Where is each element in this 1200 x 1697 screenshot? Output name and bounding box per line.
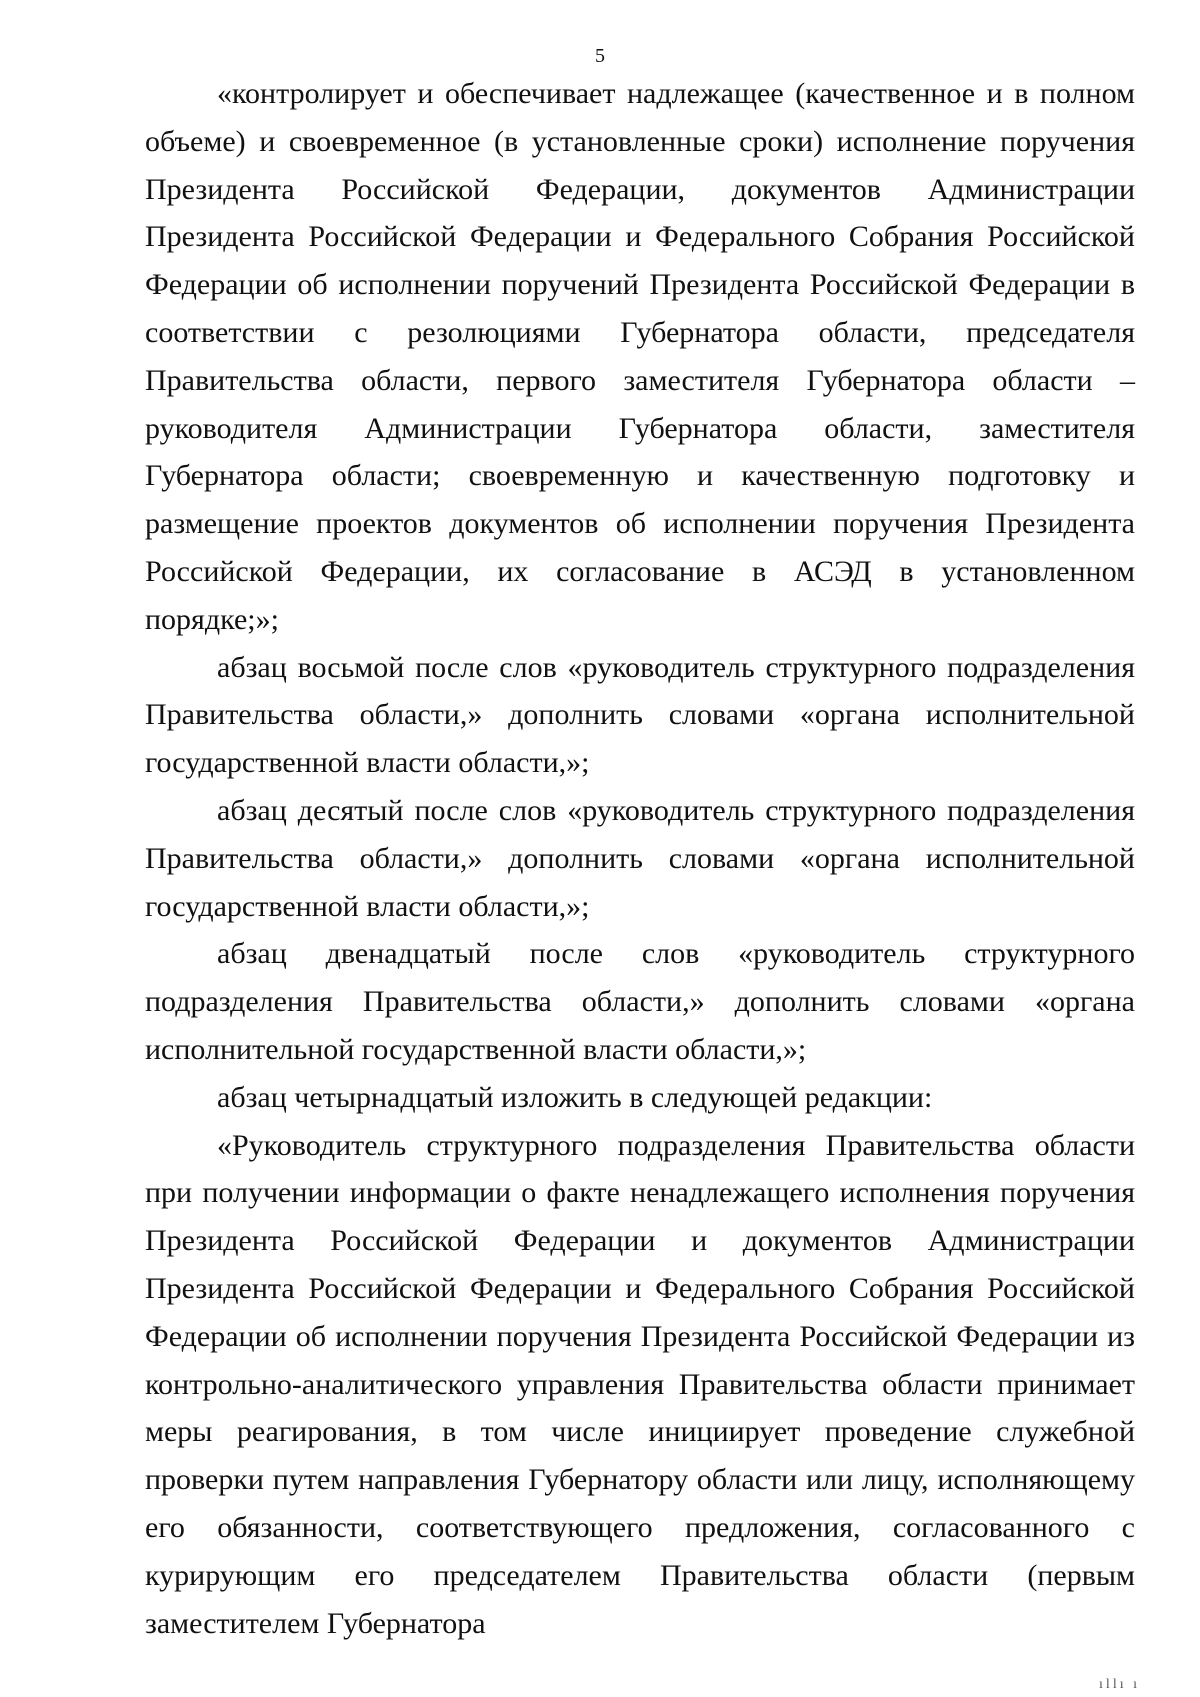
page-number: 5 bbox=[595, 45, 605, 67]
paragraph-amendment-fourteenth: абзац четырнадцатый изложить в следующей редакции: bbox=[217, 1080, 933, 1114]
paragraph-amendment-tenth: абзац десятый после слов «руководитель структурного подразделения Правительства области,» дополнить словами «органа исполнительной государственной власти области,»; bbox=[145, 793, 1135, 923]
scan-artifact: ıllı ı bbox=[1099, 1677, 1140, 1692]
paragraph-control-duties: «контролирует и обеспечивает надлежащее (качественное и в полном объеме) и своевременное (в установленные сроки) исполнение поручения Президента Российской Федерации, документов Администрации Президента Российской Федерации и Федерального Собрания Российской Федерации об исполнении поручений Президента Российской Федерации в соответствии с резолюциями Губернатора области, председателя Правительства области, первого заместителя Губернатора области – руководителя Администрации Губернатора области, заместителя Губернатора области; своевременную и качественную подготовку и размещение проектов документов об исполнении поручения Президента Российской Федерации, их согласование в АСЭД в установленном порядке;»; bbox=[145, 77, 1135, 636]
paragraph-new-wording: «Руководитель структурного подразделения Правительства области при получении информации о факте ненадлежащего исполнения поручения Президента Российской Федерации и документов Администрации Президента Российской Федерации и Федерального Собрания Российской Федерации об исполнении поручения Президента Российской Федерации из контрольно-аналитического управления Правительства области принимает меры реагирования, в том числе инициирует проведение служебной проверки путем направления Губернатору области или лицу, исполняющему его обязанности, соответствующего предложения, согласованного с курирующим его председателем Правительства области (первым заместителем Губернатора bbox=[145, 1128, 1135, 1640]
document-body bbox=[145, 70, 1135, 1647]
paragraph-amendment-twelfth: абзац двенадцатый после слов «руководитель структурного подразделения Правительства области,» дополнить словами «органа исполнительной государственной власти области,»; bbox=[145, 937, 1135, 1066]
paragraph-amendment-eighth: абзац восьмой после слов «руководитель структурного подразделения Правительства области,» дополнить словами «органа исполнительной государственной власти области,»; bbox=[145, 650, 1135, 780]
